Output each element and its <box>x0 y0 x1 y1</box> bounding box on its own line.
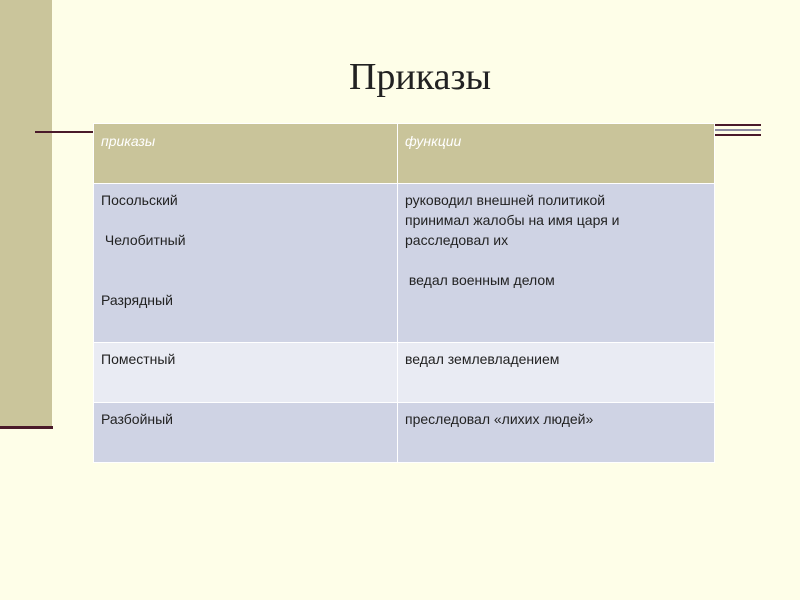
order-name-line <box>101 210 390 230</box>
order-name-line: Посольский <box>101 192 178 208</box>
left-accent-underline <box>0 426 53 429</box>
slide-title: Приказы <box>348 56 492 98</box>
order-name-cell: Поместный <box>94 343 398 403</box>
order-name-line <box>101 270 390 290</box>
order-function-line: ведал военным делом <box>405 272 555 288</box>
order-name-line <box>101 250 390 270</box>
order-name-line: Челобитный <box>101 232 186 248</box>
orders-table <box>93 123 715 463</box>
decorative-lines-right <box>713 124 761 139</box>
order-function-cell: ведал землевладением <box>398 343 715 403</box>
order-function-line: расследовал их <box>405 232 509 248</box>
order-function-cell: преследовал «лихих людей» <box>398 403 715 463</box>
order-function-line: руководил внешней политикой <box>405 192 606 208</box>
table-row <box>94 403 715 463</box>
order-name-line: Разрядный <box>101 292 173 308</box>
table-row <box>94 184 715 343</box>
order-function-line <box>405 250 707 270</box>
table-row <box>94 343 715 403</box>
decorative-line-left <box>35 131 95 133</box>
header-functions: функции <box>398 124 715 184</box>
order-function-line: принимал жалобы на имя царя и <box>405 212 620 228</box>
header-orders: приказы <box>94 124 398 184</box>
order-name-cell: Разбойный <box>94 403 398 463</box>
table-header-row <box>94 124 715 184</box>
order-name-cell <box>94 184 398 343</box>
order-function-cell <box>398 184 715 343</box>
